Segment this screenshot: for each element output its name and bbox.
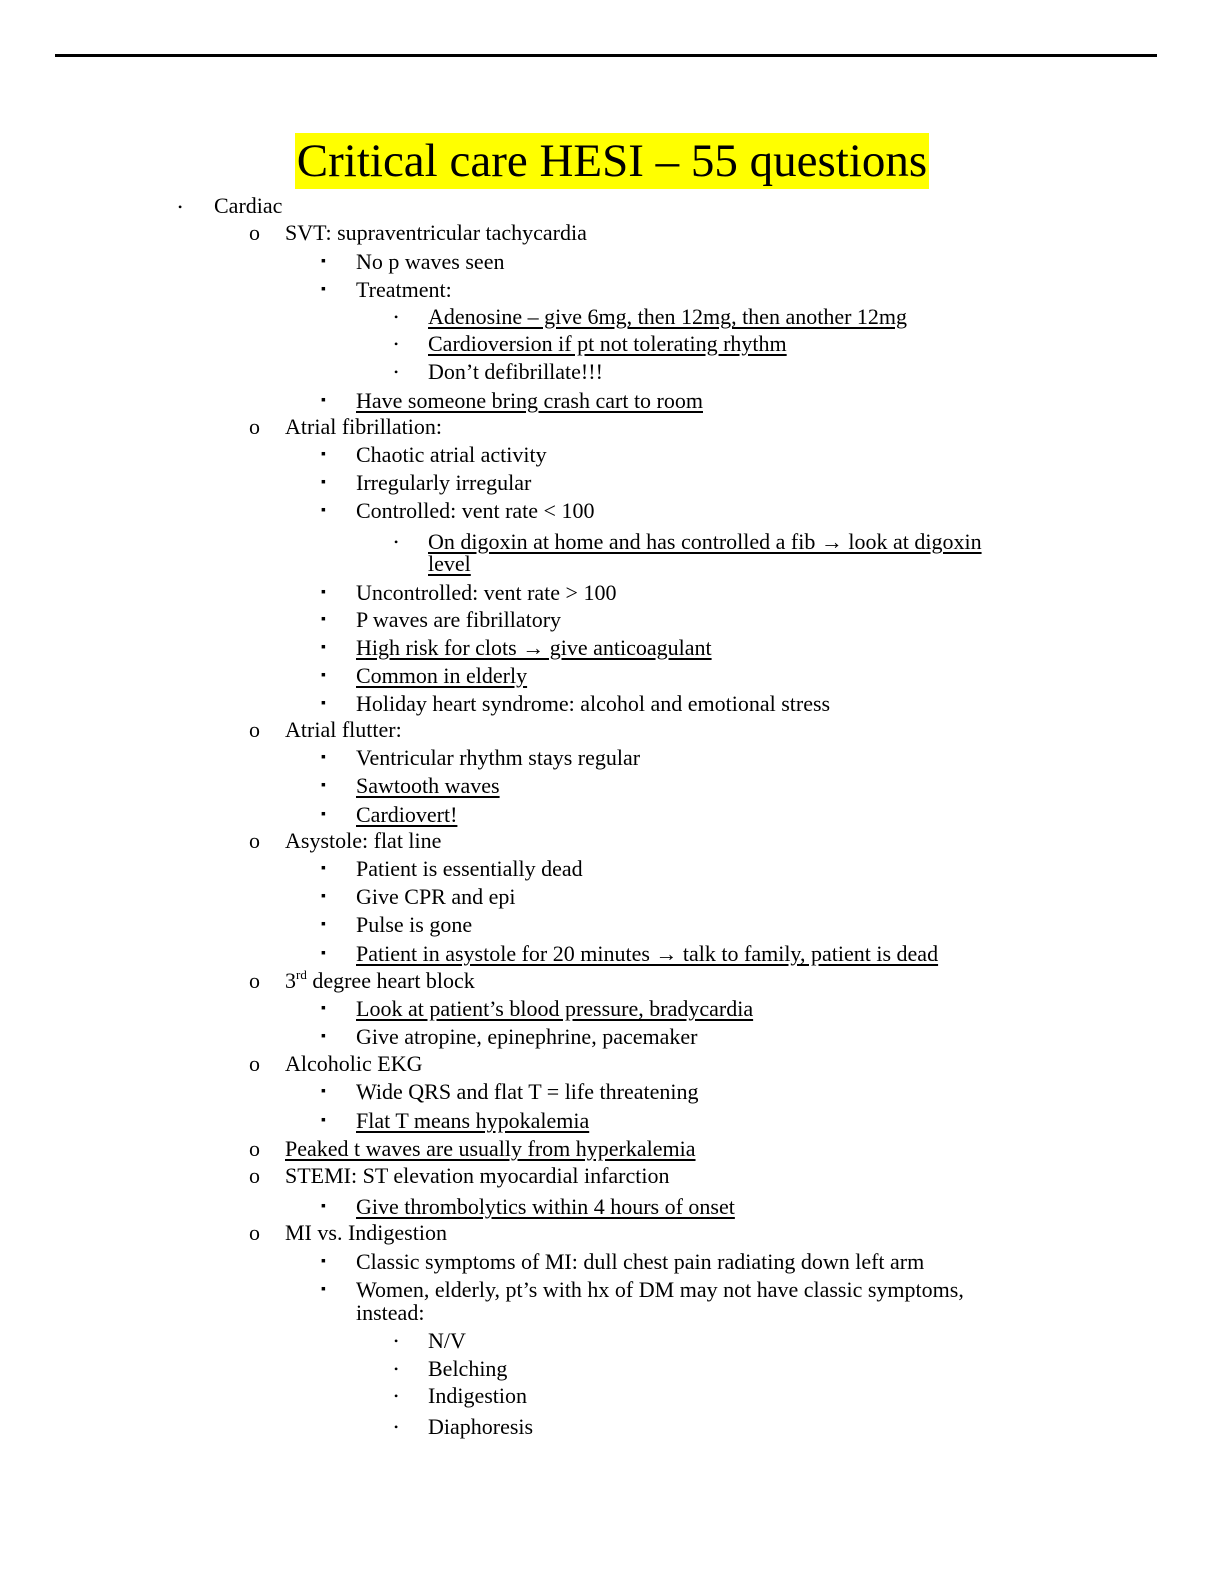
level3-bullet: ▪ bbox=[321, 668, 326, 683]
heart-block-heading bbox=[285, 969, 475, 993]
list-item: Diaphoresis bbox=[428, 1414, 534, 1439]
level3-bullet: ▪ bbox=[321, 254, 326, 269]
list-item: Sawtooth waves bbox=[356, 773, 500, 798]
page-title: Critical care HESI – 55 questions bbox=[296, 135, 928, 187]
level3-bullet: ▪ bbox=[321, 750, 326, 765]
stemi-heading: STEMI: ST elevation myocardial infarction bbox=[285, 1163, 670, 1188]
level1-bullet: • bbox=[178, 200, 183, 214]
level3-bullet: ▪ bbox=[321, 475, 326, 490]
title-block bbox=[0, 133, 1224, 189]
list-item: Patient is essentially dead bbox=[356, 856, 583, 881]
level2-bullet: o bbox=[249, 828, 260, 853]
level2-bullet: o bbox=[249, 1220, 260, 1245]
level3-bullet: ▪ bbox=[321, 1282, 326, 1297]
list-item: Look at patient’s blood pressure, bradycardia bbox=[356, 996, 754, 1021]
list-item-continuation: level bbox=[428, 551, 471, 576]
level2-bullet: o bbox=[249, 220, 260, 245]
mi-heading: MI vs. Indigestion bbox=[285, 1220, 447, 1245]
asystole-heading: Asystole: flat line bbox=[285, 828, 442, 853]
level3-bullet: ▪ bbox=[321, 447, 326, 462]
list-item: Indigestion bbox=[428, 1383, 527, 1408]
list-item: Wide QRS and flat T = life threatening bbox=[356, 1079, 699, 1104]
level4-bullet: • bbox=[394, 535, 399, 549]
level4-bullet: • bbox=[394, 1334, 399, 1348]
list-item: P waves are fibrillatory bbox=[356, 607, 562, 632]
level3-bullet: ▪ bbox=[321, 1084, 326, 1099]
afib-heading: Atrial fibrillation: bbox=[285, 414, 443, 439]
list-item: On digoxin at home and has controlled a fib → look at digoxin bbox=[428, 529, 982, 554]
list-item: Irregularly irregular bbox=[356, 470, 532, 495]
list-item: Give CPR and epi bbox=[356, 884, 516, 909]
list-item: Uncontrolled: vent rate > 100 bbox=[356, 580, 617, 605]
level4-bullet: • bbox=[394, 365, 399, 379]
heart-block-number: 3 bbox=[285, 968, 296, 993]
level3-bullet: ▪ bbox=[321, 585, 326, 600]
list-item: Treatment: bbox=[356, 277, 452, 302]
list-item: Belching bbox=[428, 1356, 508, 1381]
list-item: Adenosine – give 6mg, then 12mg, then another 12mg bbox=[428, 304, 908, 329]
level3-bullet: ▪ bbox=[321, 393, 326, 408]
list-item: Cardioversion if pt not tolerating rhythm bbox=[428, 331, 787, 356]
list-item-continuation: instead: bbox=[356, 1300, 425, 1325]
svt-heading: SVT: supraventricular tachycardia bbox=[285, 220, 587, 245]
level3-bullet: ▪ bbox=[321, 1254, 326, 1269]
level3-bullet: ▪ bbox=[321, 503, 326, 518]
level2-bullet: o bbox=[249, 968, 260, 993]
level3-bullet: ▪ bbox=[321, 1199, 326, 1214]
list-item: Pulse is gone bbox=[356, 912, 473, 937]
aflutter-heading: Atrial flutter: bbox=[285, 717, 402, 742]
cardiac-heading: Cardiac bbox=[214, 193, 283, 218]
list-item: Don’t defibrillate!!! bbox=[428, 359, 603, 384]
level4-bullet: • bbox=[394, 337, 399, 351]
level2-bullet: o bbox=[249, 717, 260, 742]
level2-bullet: o bbox=[249, 1051, 260, 1076]
list-item: Common in elderly bbox=[356, 663, 528, 688]
level3-bullet: ▪ bbox=[321, 861, 326, 876]
heart-block-text: degree heart block bbox=[306, 968, 475, 993]
peaked-t-item: Peaked t waves are usually from hyperkalemia bbox=[285, 1136, 696, 1161]
level3-bullet: ▪ bbox=[321, 612, 326, 627]
list-item: Controlled: vent rate < 100 bbox=[356, 498, 595, 523]
level3-bullet: ▪ bbox=[321, 807, 326, 822]
level4-bullet: • bbox=[394, 310, 399, 324]
list-item: Holiday heart syndrome: alcohol and emotional stress bbox=[356, 691, 831, 716]
level3-bullet: ▪ bbox=[321, 778, 326, 793]
level3-bullet: ▪ bbox=[321, 1001, 326, 1016]
level3-bullet: ▪ bbox=[321, 640, 326, 655]
level4-bullet: • bbox=[394, 1389, 399, 1403]
list-item: Have someone bring crash cart to room bbox=[356, 388, 703, 413]
level3-bullet: ▪ bbox=[321, 696, 326, 711]
top-rule bbox=[55, 54, 1157, 57]
level3-bullet: ▪ bbox=[321, 889, 326, 904]
level4-bullet: • bbox=[394, 1362, 399, 1376]
level3-bullet: ▪ bbox=[321, 946, 326, 961]
list-item: Flat T means hypokalemia bbox=[356, 1108, 590, 1133]
list-item: Chaotic atrial activity bbox=[356, 442, 547, 467]
alcoholic-ekg-heading: Alcoholic EKG bbox=[285, 1051, 423, 1076]
level4-bullet: • bbox=[394, 1420, 399, 1434]
list-item: Cardiovert! bbox=[356, 802, 458, 827]
level3-bullet: ▪ bbox=[321, 917, 326, 932]
level3-bullet: ▪ bbox=[321, 1029, 326, 1044]
level2-bullet: o bbox=[249, 1136, 260, 1161]
level3-bullet: ▪ bbox=[321, 1113, 326, 1128]
list-item: No p waves seen bbox=[356, 249, 505, 274]
list-item: Give thrombolytics within 4 hours of onset bbox=[356, 1194, 735, 1219]
list-item: Women, elderly, pt’s with hx of DM may not have classic symptoms, bbox=[356, 1277, 964, 1302]
list-item: Ventricular rhythm stays regular bbox=[356, 745, 641, 770]
heart-block-ordinal: rd bbox=[296, 967, 307, 982]
list-item: Patient in asystole for 20 minutes → talk to family, patient is dead bbox=[356, 941, 939, 966]
list-item: Give atropine, epinephrine, pacemaker bbox=[356, 1024, 698, 1049]
level3-bullet: ▪ bbox=[321, 282, 326, 297]
list-item: N/V bbox=[428, 1328, 466, 1353]
list-item: High risk for clots → give anticoagulant bbox=[356, 635, 712, 660]
level2-bullet: o bbox=[249, 414, 260, 439]
list-item: Classic symptoms of MI: dull chest pain radiating down left arm bbox=[356, 1249, 925, 1274]
level2-bullet: o bbox=[249, 1163, 260, 1188]
